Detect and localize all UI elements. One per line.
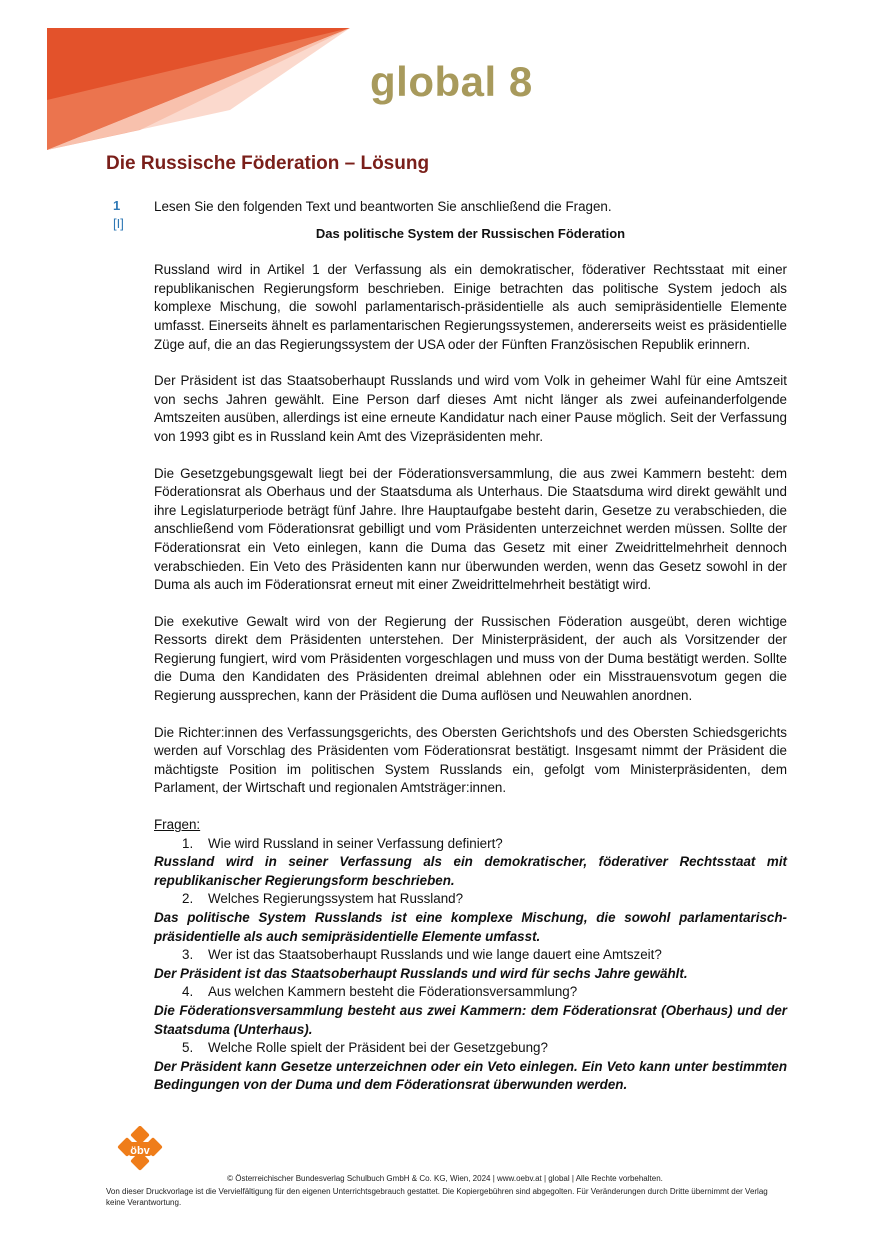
question-number: 2. <box>182 891 194 907</box>
brand-title: global 8 <box>370 58 533 105</box>
question-text: Wie wird Russland in seiner Verfassung definiert? <box>208 835 503 851</box>
question-item <box>154 983 787 1002</box>
logo-text: öbv <box>130 1145 150 1157</box>
answer-text: Das politische System Russlands ist eine komplexe Mischung, die sowohl parlamentarisch-präsidentielle als auch semipräsidentielle Elemente umfasst. <box>154 910 787 944</box>
answer-text: Die Föderationsversammlung besteht aus zwei Kammern: dem Föderationsrat (Oberhaus) und der Staatsduma (Unterhaus). <box>154 1002 787 1037</box>
question-number: 1. <box>182 835 194 851</box>
question-text: Welche Rolle spielt der Präsident bei der Gesetzgebung? <box>208 1040 548 1056</box>
question-text: Aus welchen Kammern besteht die Föderationsversammlung? <box>208 984 578 1000</box>
question-item <box>154 890 787 909</box>
page-title: Die Russische Föderation – Lösung <box>106 153 430 174</box>
main-content <box>154 198 787 1095</box>
text-title: Das politische System der Russischen Föderation <box>315 225 626 241</box>
task-number: 1 <box>113 198 121 213</box>
questions-heading: Fragen: <box>154 817 201 833</box>
task-level: [I] <box>113 216 124 231</box>
footer-copyright: © Österreichischer Bundesverlag Schulbuch GmbH & Co. KG, Wien, 2024 | www.oebv.at | global | Alle Rechte vorbehalten. <box>227 1174 663 1183</box>
question-number: 5. <box>182 1040 194 1056</box>
question-number: 4. <box>182 984 194 1000</box>
answer-text: Der Präsident ist das Staatsoberhaupt Russlands und wird für sechs Jahre gewählt. <box>154 965 688 981</box>
oebv-logo-icon <box>116 1126 164 1172</box>
task-instruction: Lesen Sie den folgenden Text und beantworten Sie anschließend die Fragen. <box>154 199 612 214</box>
text-paragraph: Russland wird in Artikel 1 der Verfassung als ein demokratischer, föderativer Rechtsstaat mit einer republikanischen Regierungsform beschrieben. Einige betrachten das politische System jedoch als komplexe Mischung, die sowohl parlamentarisch-präsidentielle als auch semipräsidentielle Elemente umfasst. Einerseits ähnelt es parlamentarischen Regierungssystemen, andererseits weist es präsidentielle Züge auf, die an das Regierungssystem der USA oder der Fünften Französischen Republik erinnern. <box>154 262 787 352</box>
text-paragraph: Der Präsident ist das Staatsoberhaupt Russlands und wird vom Volk in geheimer Wahl für eine Amtszeit von sechs Jahren gewählt. Eine Person darf dieses Amt nicht länger als zwei aufeinanderfolgende Amtszeiten ausüben, allerdings ist eine erneute Kandidatur nach einer Pause möglich. Seit der Verfassung von 1993 gibt es in Russland kein Amt des Vizepräsidenten mehr. <box>154 373 787 444</box>
text-paragraph: Die exekutive Gewalt wird von der Regierung der Russischen Föderation ausgeübt, deren wichtige Ressorts direkt dem Präsidenten unterstehen. Der Ministerpräsident, der auch als Vorsitzender der Regierung fungiert, wird vom Präsidenten vorgeschlagen und muss von der Duma bestätigt werden. Sollte die Duma den Kandidaten des Präsidenten dreimal ablehnen oder ein Misstrauensvotum gegen die Regierung aussprechen, kann der Präsident die Duma auflösen und Neuwahlen anordnen. <box>154 613 787 704</box>
answer-text: Russland wird in seiner Verfassung als ein demokratischer, föderativer Rechtsstaat mit republikanischer Regierungsform beschrieben. <box>154 854 787 888</box>
answer-text: Der Präsident kann Gesetze unterzeichnen oder ein Veto einlegen. Ein Veto kann unter bestimmten Bedingungen von der Duma und dem Föderationsrat überwunden werden. <box>154 1058 787 1093</box>
question-number: 3. <box>182 947 194 963</box>
question-item <box>154 835 787 854</box>
text-paragraph: Die Richter:innen des Verfassungsgerichts, des Obersten Gerichtshofs und des Obersten Schiedsgerichts werden auf Vorschlag des Präsidenten vom Föderationsrat bestätigt. Insgesamt nimmt der Präsident die mächtigste Position im politischen System Russlands ein, gefolgt vom Ministerpräsidenten, dem Parlament, der Wirtschaft und regionalen Amtsträger:innen. <box>154 724 787 796</box>
question-text: Wer ist das Staatsoberhaupt Russlands und wie lange dauert eine Amtszeit? <box>208 947 662 963</box>
text-paragraph: Die Gesetzgebungsgewalt liegt bei der Föderationsversammlung, die aus zwei Kammern besteht: dem Föderationsrat als Oberhaus und der Staatsduma als Unterhaus. Die Staatsduma wird direkt gewählt und ihre Legislaturperiode beträgt fünf Jahre. Ihre Hauptaufgabe besteht darin, Gesetze zu verabschieden, die anschließend vom Föderationsrat gebilligt und vom Präsidenten unterzeichnet werden müssen. Sollte der Föderationsrat ein Veto einlegen, kann die Duma das Gesetz mit einer Zweidrittelmehrheit dennoch verabschieden. Ein Veto des Präsidenten kann nur überwunden werden, wenn das Gesetz sowohl in der Duma als auch im Föderationsrat erneut mit einer Zweidrittelmehrheit bestätigt wird. <box>154 465 787 593</box>
question-text: Welches Regierungssystem hat Russland? <box>208 891 464 907</box>
footer-disclaimer: Von dieser Druckvorlage ist die Vervielfältigung für den eigenen Unterrichtsgebrauch gestattet. Die Kopiergebühren sind abgegolten. Für Veränderungen durch Dritte übernimmt der Verlag keine Verantwortung. <box>106 1187 768 1207</box>
question-item <box>154 1039 787 1058</box>
question-item <box>154 946 787 965</box>
